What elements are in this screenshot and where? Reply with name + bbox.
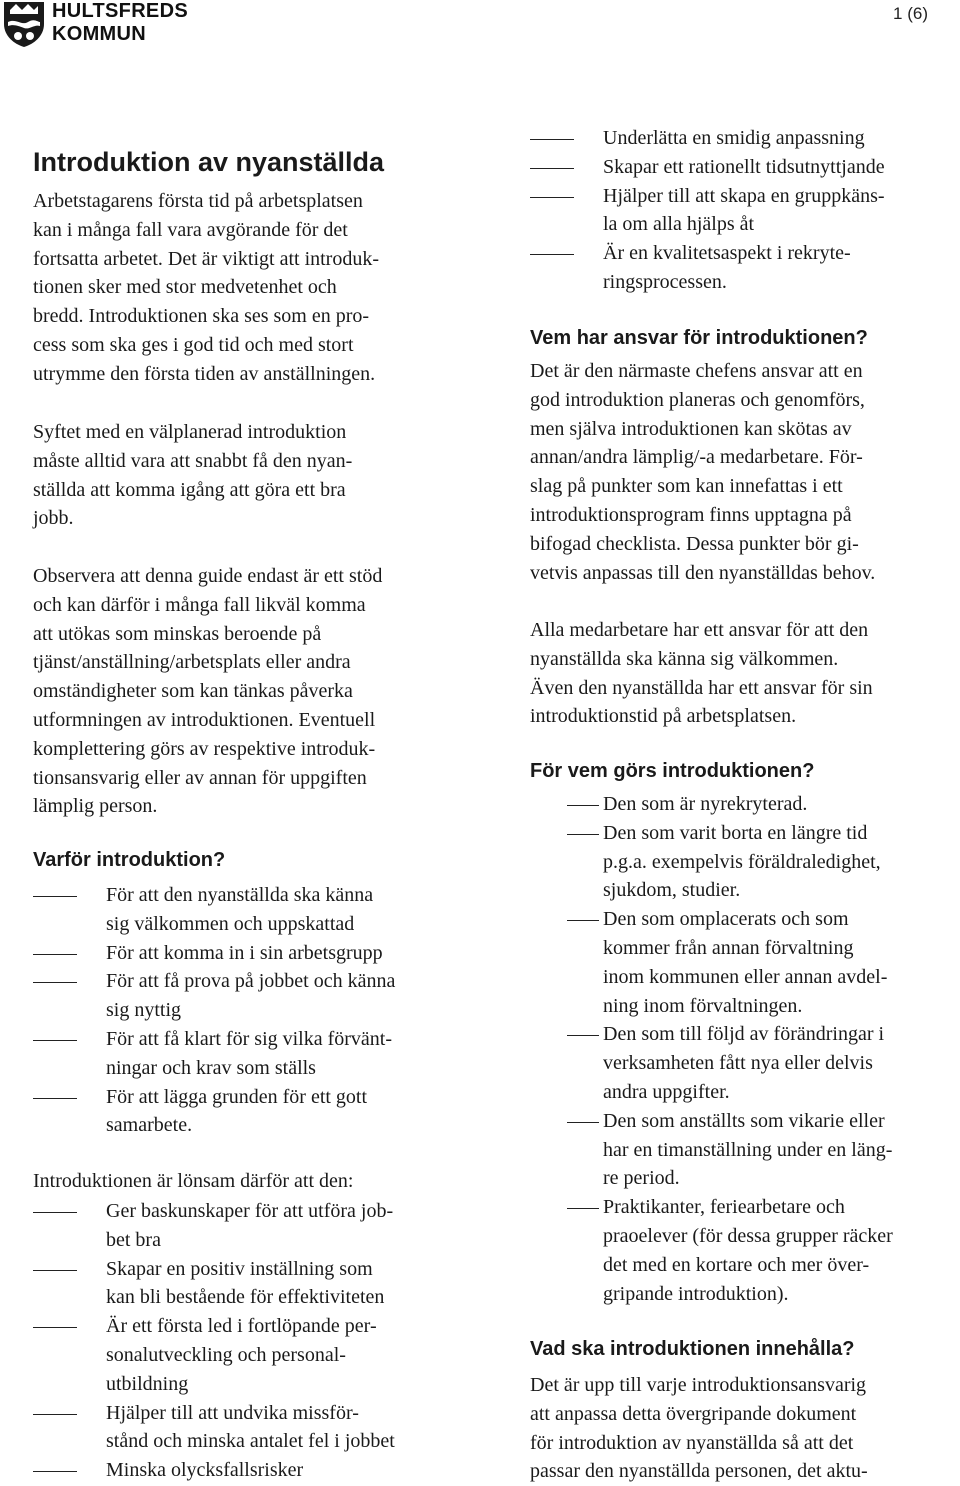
list-item-line: samarbete.: [106, 1114, 193, 1137]
list-item-line: Praktikanter, feriearbetare och: [603, 1196, 845, 1219]
list-item-line: Den som omplacerats och som: [603, 908, 849, 931]
text-line: men själva introduktionen kan skötas av: [530, 417, 852, 440]
list-item-line: praoelever (för dessa grupper räcker: [603, 1224, 893, 1247]
list-item-line: Är en kvalitetsaspekt i rekryte-: [603, 242, 851, 265]
text-line: annan/andra lämplig/-a medarbetare. För-: [530, 446, 863, 469]
text-line: vetvis anpassas till den nyanställdas behov.: [530, 561, 876, 584]
municipality-logo: [2, 0, 202, 50]
text-line: bifogad checklista. Dessa punkter bör gi-: [530, 532, 859, 555]
list-item: [33, 1312, 468, 1398]
why-heading: Varför introduktion?: [33, 849, 226, 871]
document-title: Introduktion av nyanställda: [33, 147, 385, 177]
list-item-line: kommer från annan förvaltning: [603, 936, 854, 959]
content-paragraph: [530, 1371, 868, 1486]
list-item: [530, 239, 955, 297]
list-item-line: För att lägga grunden för ett gott: [106, 1085, 368, 1108]
text-line: introduktionstid på arbetsplatsen.: [530, 705, 797, 728]
list-item: [33, 881, 468, 939]
list-item-line: la om alla hjälps åt: [603, 213, 755, 236]
text-line: att anpassa detta övergripande dokument: [530, 1402, 857, 1425]
text-line: för introduktion av nyanställda så att det: [530, 1431, 854, 1454]
list-item-line: Hjälper till att skapa en gruppkäns-: [603, 184, 885, 207]
list-item: [530, 1193, 955, 1308]
list-item-line: sonalutveckling och personal-: [106, 1343, 346, 1366]
list-item-line: Skapar en positiv inställning som: [106, 1257, 373, 1280]
logo-line-2: KOMMUN: [52, 23, 147, 45]
text-line: kan i många fall vara avgörande för det: [33, 218, 348, 241]
text-line: komplettering görs av respektive introduk-: [33, 737, 376, 760]
intro-paragraph: [33, 187, 379, 389]
list-item-line: utbildning: [106, 1372, 189, 1395]
list-item-line: kan bli bestående för effektiviteten: [106, 1286, 385, 1309]
all-staff-paragraph: [530, 616, 873, 731]
list-item: [33, 1255, 468, 1313]
profitable-list: [33, 1197, 468, 1485]
text-line: Arbetstagarens första tid på arbetsplatsen: [33, 190, 363, 212]
text-line: att utökas som minskas beroende på: [33, 622, 322, 645]
list-item-line: Den som varit borta en längre tid: [603, 821, 868, 844]
text-line: fortsatta arbetet. Det är viktigt att introduk-: [33, 247, 379, 270]
list-item-line: Den som är nyrekryterad.: [603, 793, 808, 815]
page-number: 1 (6): [893, 4, 928, 23]
purpose-paragraph: [33, 418, 352, 533]
list-item-line: ningar och krav som ställs: [106, 1056, 316, 1079]
text-line: utrymme den första tiden av anställningen.: [33, 362, 376, 385]
text-line: Observera att denna guide endast är ett stöd: [33, 565, 383, 587]
text-line: tionsansvarig eller av annan för uppgiften: [33, 766, 367, 789]
list-item-line: Hjälper till att undvika missför-: [106, 1401, 359, 1424]
text-line: nyanställda ska känna sig välkommen.: [530, 647, 839, 670]
list-item-line: Ger baskunskaper för att utföra job-: [106, 1200, 394, 1222]
text-line: Det är den närmaste chefens ansvar att en: [530, 360, 863, 382]
list-item-line: stånd och minska antalet fel i jobbet: [106, 1430, 395, 1453]
list-item-line: gripande introduktion).: [603, 1282, 789, 1305]
for-whom-heading: För vem görs introduktionen?: [530, 760, 815, 782]
text-line: introduktionsprogram finns upptagna på: [530, 503, 852, 526]
list-item-line: bet bra: [106, 1228, 161, 1251]
list-item: [530, 1020, 955, 1106]
list-item: [530, 1107, 955, 1193]
text-line: utformningen av introduktionen. Eventuell: [33, 708, 376, 731]
list-item: [33, 1456, 468, 1485]
list-item: [33, 1197, 468, 1255]
list-item: [530, 819, 955, 905]
why-list: [33, 881, 468, 1140]
note-paragraph: [33, 562, 382, 821]
list-item: [530, 124, 955, 153]
text-line: och kan därför i många fall likväl komma: [33, 593, 366, 616]
list-item: [33, 1083, 468, 1141]
list-item-line: inom kommunen eller annan avdel-: [603, 965, 888, 988]
text-line: måste alltid vara att snabbt få den nyan-: [33, 449, 353, 472]
text-line: cess som ska ges i god tid och med stort: [33, 333, 354, 356]
list-item: [530, 905, 955, 1020]
list-item-line: verksamheten fått nya eller delvis: [603, 1052, 873, 1075]
text-line: tjänst/anställning/arbetsplats eller andra: [33, 651, 351, 674]
list-item-line: Skapar ett rationellt tidsutnyttjande: [603, 155, 885, 178]
profitable-intro: Introduktionen är lönsam därför att den:: [33, 1170, 354, 1192]
list-item: [530, 790, 955, 819]
logo-line-1: HULTSFREDS: [52, 0, 188, 22]
text-line: Det är upp till varje introduktionsansvarig: [530, 1374, 867, 1396]
text-line: lämplig person.: [33, 795, 158, 818]
list-item: [33, 1025, 468, 1083]
list-item-line: det med en kortare och mer över-: [603, 1253, 870, 1276]
list-item-line: Den som till följd av förändringar i: [603, 1023, 885, 1046]
for-whom-list: [530, 790, 955, 1308]
list-item-line: sig nyttig: [106, 999, 182, 1022]
logo-wordmark: [52, 0, 188, 46]
list-item-line: För att den nyanställda ska känna: [106, 884, 374, 906]
list-item: [33, 967, 468, 1025]
text-line: god introduktion planeras och genomförs,: [530, 388, 865, 411]
list-item: [530, 182, 955, 240]
responsibility-heading: Vem har ansvar för introduktionen?: [530, 327, 868, 349]
list-item-line: ning inom förvaltningen.: [603, 994, 803, 1017]
text-line: tionen sker med stor medvetenhet och: [33, 276, 337, 299]
list-item-line: Är ett första led i fortlöpande per-: [106, 1315, 377, 1338]
text-line: Alla medarbetare har ett ansvar för att den: [530, 619, 869, 641]
list-item: [530, 153, 955, 182]
list-item-line: ringsprocessen.: [603, 270, 727, 293]
content-heading: Vad ska introduktionen innehålla?: [530, 1338, 855, 1360]
text-line: ställda att komma igång att göra ett bra: [33, 478, 346, 501]
text-line: jobb.: [33, 507, 74, 530]
text-line: slag på punkter som kan innefattas i ett: [530, 475, 843, 498]
list-item-line: re period.: [603, 1167, 680, 1190]
benefits-list-continued: [530, 124, 955, 297]
list-item-line: För att få prova på jobbet och känna: [106, 970, 396, 993]
text-line: Även den nyanställda har ett ansvar för sin: [530, 676, 873, 699]
list-item-line: Den som anställts som vikarie eller: [603, 1109, 885, 1132]
text-line: omständigheter som kan tänkas påverka: [33, 680, 353, 703]
list-item-line: har en timanställning under en läng-: [603, 1138, 893, 1161]
list-item-line: För att få klart för sig vilka förvänt-: [106, 1027, 393, 1050]
list-item-line: sjukdom, studier.: [603, 879, 741, 902]
list-item: [33, 939, 468, 968]
list-item-line: Minska olycksfallsrisker: [106, 1459, 304, 1482]
list-item-line: andra uppgifter.: [603, 1080, 730, 1103]
list-item: [33, 1399, 468, 1457]
text-line: passar den nyanställda personen, det aktu-: [530, 1460, 868, 1483]
list-item-line: Underlätta en smidig anpassning: [603, 127, 865, 149]
text-line: bredd. Introduktionen ska ses som en pro-: [33, 305, 370, 328]
list-item-line: För att komma in i sin arbetsgrupp: [106, 941, 383, 964]
text-line: Syftet med en välplanerad introduktion: [33, 421, 347, 443]
coat-of-arms-icon: [2, 0, 46, 48]
list-item-line: sig välkommen och uppskattad: [106, 912, 355, 935]
list-item-line: p.g.a. exempelvis föräldraledighet,: [603, 850, 881, 873]
responsibility-paragraph: [530, 357, 875, 587]
